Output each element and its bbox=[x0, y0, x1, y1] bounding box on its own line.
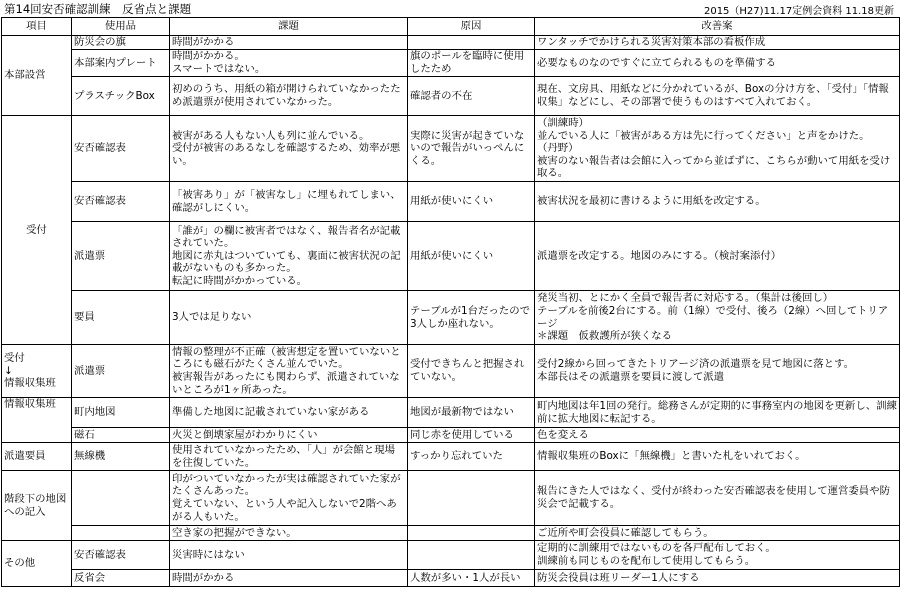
cause-cell: 実際に災害が起きていないので報告がいっぺんにくる。 bbox=[408, 116, 535, 182]
table-row bbox=[2, 291, 900, 345]
fix-cell: 受付2線から回ってきたトリアージ済の派遣票を見て地図に落とす。 本部長はその派遣票を要員に渡して派遣 bbox=[535, 345, 900, 398]
fix-cell: 被害状況を最初に書けるように用紙を改定する。 bbox=[535, 182, 900, 222]
header-row bbox=[2, 18, 900, 36]
fix-cell: 情報収集班のBoxに「無線機」と書いた札をいれておく。 bbox=[535, 443, 900, 471]
fix-cell: 派遣票を改定する。地図のみにする。（検討案添付） bbox=[535, 222, 900, 291]
supply-cell: 安否確認表 bbox=[72, 541, 170, 570]
table-row bbox=[2, 443, 900, 471]
issue-cell: 時間がかかる bbox=[170, 570, 408, 587]
supply-cell: 無線機 bbox=[72, 443, 170, 471]
col-header-item: 項目 bbox=[2, 18, 72, 36]
cause-cell: テーブルが1台だったので3人しか座れない。 bbox=[408, 291, 535, 345]
issue-cell: 災害時にはない bbox=[170, 541, 408, 570]
fix-cell: ご近所や町会役員に確認してもらう。 bbox=[535, 526, 900, 541]
issue-cell: 準備した地図に記載されていない家がある bbox=[170, 398, 408, 428]
fix-cell: 防災会役員は班リーダー1人にする bbox=[535, 570, 900, 587]
issue-cell: 「被害あり」が「被害なし」に埋もれてしまい、確認がしにくい。 bbox=[170, 182, 408, 222]
fix-cell: 報告にきた人ではなく、受付が終わった安否確認表を使用して運営委員や防災会で記載する。 bbox=[535, 471, 900, 526]
issue-cell: 時間がかかる bbox=[170, 36, 408, 50]
item-cell: 派遣要員 bbox=[2, 443, 72, 471]
fix-cell: （訓練時） 並んでいる人に「被害がある方は先に行ってください」と声をかけた。 （丹野） 被害のない報告者は会館に入ってから並ばずに、こちらが動いて用紙を受け取る。 bbox=[535, 116, 900, 182]
table-row bbox=[2, 428, 900, 443]
cause-cell: 同じ赤を使用している bbox=[408, 428, 535, 443]
issue-cell: 初めのうち、用紙の箱が開けられていなかったため派遣票が使用されていなかった。 bbox=[170, 77, 408, 116]
item-cell: その他 bbox=[2, 541, 72, 587]
issue-cell: 火災と倒壊家屋がわかりにくい bbox=[170, 428, 408, 443]
supply-cell bbox=[72, 471, 170, 526]
supply-cell: プラスチックBox bbox=[72, 77, 170, 116]
item-cell: 受付 bbox=[2, 116, 72, 345]
report-title: 第14回安否確認訓練 反省点と課題 bbox=[4, 2, 192, 16]
item-cell: 情報収集班 bbox=[2, 398, 72, 443]
table-row bbox=[2, 541, 900, 570]
cause-cell: すっかり忘れていた bbox=[408, 443, 535, 471]
col-header-supply: 使用品 bbox=[72, 18, 170, 36]
cause-cell: 地図が最新物ではない bbox=[408, 398, 535, 428]
supply-cell: 磁石 bbox=[72, 428, 170, 443]
fix-cell: 定期的に訓練用ではないものを各戸配布しておく。 訓練前も同じものを配布して使用してもらう。 bbox=[535, 541, 900, 570]
cause-cell: 用紙が使いにくい bbox=[408, 222, 535, 291]
issue-cell: 3人では足りない bbox=[170, 291, 408, 345]
table-row bbox=[2, 116, 900, 182]
cause-cell: 確認者の不在 bbox=[408, 77, 535, 116]
fix-cell: 必要なものなのですぐに立てられるものを準備する bbox=[535, 50, 900, 77]
col-header-issue: 課題 bbox=[170, 18, 408, 36]
fix-cell: 色を変える bbox=[535, 428, 900, 443]
cause-cell bbox=[408, 526, 535, 541]
item-cell: 階段下の地図への記入 bbox=[2, 471, 72, 541]
issue-cell: 情報の整理が不正確（被害想定を置いていないところにも磁石がたくさん並んでいた。 被害報告があったにも関わらず、派遣されていないところが1ヶ所あった。 bbox=[170, 345, 408, 398]
issue-cell: 使用されていなかったため、「人」が会館と現場を往復していた。 bbox=[170, 443, 408, 471]
fix-cell: 町内地図は年1回の発行。総務さんが定期的に事務室内の地図を更新し、訓練前に拡大地図に転記する。 bbox=[535, 398, 900, 428]
report-meta: 2015（H27)11.17定例会資料 11.18更新 bbox=[703, 6, 894, 17]
supply-cell: 安否確認表 bbox=[72, 182, 170, 222]
supply-cell bbox=[72, 526, 170, 541]
table-row bbox=[2, 222, 900, 291]
fix-cell: ワンタッチでかけられる災害対策本部の看板作成 bbox=[535, 36, 900, 50]
table-row bbox=[2, 398, 900, 428]
col-header-fix: 改善案 bbox=[535, 18, 900, 36]
supply-cell: 町内地図 bbox=[72, 398, 170, 428]
cause-cell bbox=[408, 471, 535, 526]
issue-cell: 被害がある人もない人も列に並んでいる。 受付が被害のあるなしを確認するため、効率が悪い。 bbox=[170, 116, 408, 182]
table-row bbox=[2, 50, 900, 77]
supply-cell: 派遣票 bbox=[72, 345, 170, 398]
cause-cell bbox=[408, 541, 535, 570]
supply-cell: 派遣票 bbox=[72, 222, 170, 291]
col-header-cause: 原因 bbox=[408, 18, 535, 36]
item-cell: 本部設営 bbox=[2, 36, 72, 116]
table-row bbox=[2, 77, 900, 116]
cause-cell: 受付できちんと把握されていない。 bbox=[408, 345, 535, 398]
report-header bbox=[0, 0, 900, 17]
cause-cell bbox=[408, 36, 535, 50]
issue-cell: 印がついていなかったが実は確認されていた家がたくさんあった。 覚えていない、という人や記入しないで2階へあがる人もいた。 bbox=[170, 471, 408, 526]
table-row bbox=[2, 526, 900, 541]
issue-cell: 空き家の把握ができない。 bbox=[170, 526, 408, 541]
supply-cell: 要員 bbox=[72, 291, 170, 345]
supply-cell: 安否確認表 bbox=[72, 116, 170, 182]
fix-cell: 現在、文房具、用紙などに分かれているが、Boxの分け方を、「受付」「情報収集」などにし、その部署で使うものはすべて入れておく。 bbox=[535, 77, 900, 116]
item-cell: 受付 ↓ 情報収集班 bbox=[2, 345, 72, 398]
table-row bbox=[2, 345, 900, 398]
table-row bbox=[2, 471, 900, 526]
table-row bbox=[2, 36, 900, 50]
supply-cell: 反省会 bbox=[72, 570, 170, 587]
cause-cell: 用紙が使いにくい bbox=[408, 182, 535, 222]
supply-cell: 本部案内プレート bbox=[72, 50, 170, 77]
cause-cell: 人数が多い・1人が長い bbox=[408, 570, 535, 587]
issue-cell: 時間がかかる。 スマートではない。 bbox=[170, 50, 408, 77]
table-row bbox=[2, 570, 900, 587]
supply-cell: 防災会の旗 bbox=[72, 36, 170, 50]
cause-cell: 旗のポールを臨時に使用したため bbox=[408, 50, 535, 77]
fix-cell: 発災当初、とにかく全員で報告者に対応する。（集計は後回し） テーブルを前後2台にする。前（1線）で受付、後ろ（2線）へ回してトリアージ ＊課題 仮救護所が狭くなる bbox=[535, 291, 900, 345]
table-row bbox=[2, 182, 900, 222]
issue-cell: 「誰が」の欄に被害者ではなく、報告者名が記載されていた。 地図に赤丸はついていても、裏面に被害状況の記載がないものも多かった。 転記に時間がかかっている。 bbox=[170, 222, 408, 291]
review-table bbox=[1, 17, 900, 587]
